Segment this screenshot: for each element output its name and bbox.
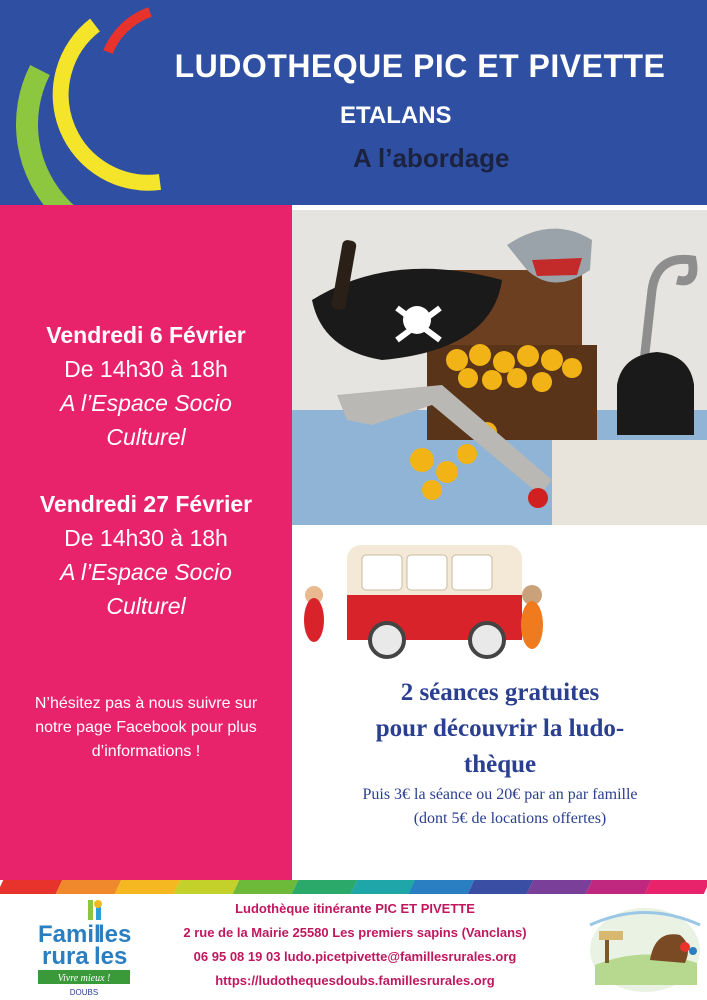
offer-headline: 2 séances gratuites [400,679,600,706]
header-banner [0,0,707,205]
logo-region: DOUBS [69,988,99,997]
logo-text: les [98,921,132,948]
pirate-toys-photo [292,210,707,525]
stripe-segment [468,880,533,894]
toy-bus-photo [292,530,707,665]
footer-org-name: Ludothèque itinérante PIC ET PIVETTE [235,901,475,916]
facebook-note-line: d’informations ! [91,743,201,760]
offer-headline: pour découvrir la ludo- [375,715,625,742]
color-stripe [0,880,707,894]
toy-figure [304,598,324,642]
familles-rurales-logo [30,898,140,998]
logo-text: Famil [38,921,101,948]
hedgehog-illustration [585,895,705,995]
facebook-note-line: N’hésitez pas à nous suivre sur [34,695,258,712]
event-place: A l’Espace Socio [60,390,232,416]
stripe-segment [174,880,239,894]
offer-block [300,675,700,831]
toy-figure [521,601,543,649]
theme-title: A l’abordage [353,143,510,173]
footer-address: 2 rue de la Mairie 25580 Les premiers sapins (Vanclans) [183,925,527,940]
event-date: Vendredi 6 Février [46,322,246,348]
location-subtitle: ETALANS [340,102,452,129]
stripe-segment [645,880,707,894]
event-time: De 14h30 à 18h [64,356,228,382]
page-title: LUDOTHEQUE PIC ET PIVETTE [174,48,666,84]
offer-price-note: (dont 5€ de locations offertes) [413,810,607,827]
stripe-segment [291,880,356,894]
event-place: A l’Espace Socio [60,559,232,585]
event-date: Vendredi 27 Février [39,491,253,517]
logo-text: rura [42,943,89,970]
event-place: Culturel [106,424,186,450]
facebook-note-line: notre page Facebook pour plus [35,719,257,736]
event-block-1 [0,318,292,454]
stripe-segment [0,880,62,894]
stripe-segment [527,880,592,894]
event-time: De 14h30 à 18h [64,525,228,551]
logo-arcs [0,0,200,205]
logo-text: les [94,943,128,970]
event-block-2 [0,487,292,623]
stripe-segment [350,880,415,894]
footer-website-link[interactable]: https://ludothequesdoubs.famillesrurales.org [215,973,495,988]
stripe-segment [115,880,180,894]
stripe-segment [232,880,297,894]
footer-contact-line[interactable]: 06 95 08 19 03 ludo.picetpivette@famillesrurales.org [193,949,517,964]
red-arc [108,12,150,52]
footer-contact [140,897,570,993]
event-place: Culturel [106,593,186,619]
logo-tagline: Vivre mieux ! [57,973,111,984]
stripe-segment [56,880,121,894]
offer-price: Puis 3€ la séance ou 20€ par an par famille [362,786,638,803]
stripe-segment [586,880,651,894]
facebook-note [0,692,292,764]
offer-headline: thèque [463,751,537,778]
stripe-segment [409,880,474,894]
